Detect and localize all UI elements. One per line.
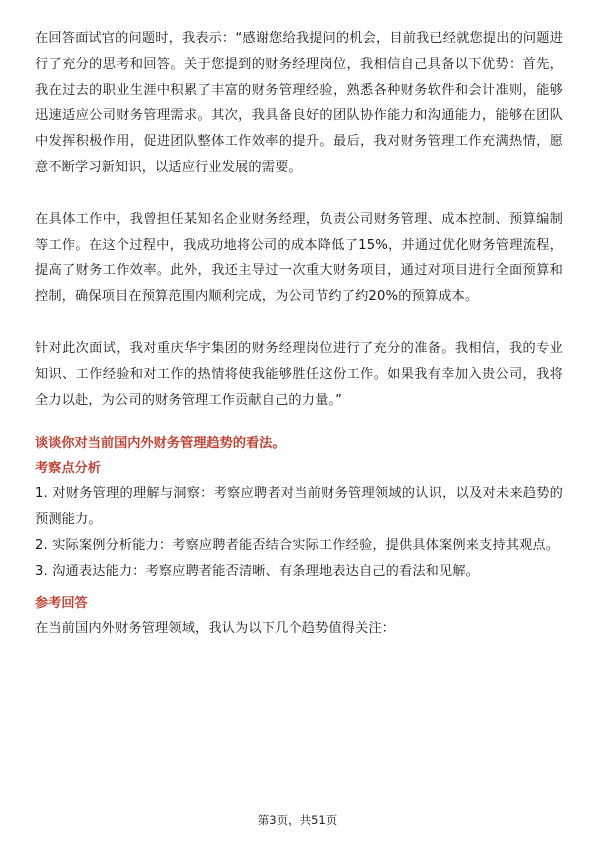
paragraph-spacer bbox=[35, 181, 563, 207]
paragraph-spacer bbox=[35, 310, 563, 336]
answer-paragraph-1: 在回答面试官的问题时，我表示：“感谢您给我提问的机会，目前我已经就您提出的问题进行了充分的思考和回答。关于您提到的财务经理岗位，我相信自己具备以下优势：首先，我在过去的职业生涯中积累了丰富的财务管理经验，熟悉各种财务软件和会计准则，能够迅速适应公司财务管理需求。其次，我具备良好的团队协作能力和沟通能力，能够在团队中发挥积极作用，促进团队整体工作效率的提升。最后，我对财务管理工作充满热情，愿意不断学习新知识，以适应行业发展的需要。 bbox=[35, 31, 563, 175]
answer-paragraph-3: 针对此次面试，我对重庆华宇集团的财务经理岗位进行了充分的准备。我相信，我的专业知识、工作经验和对工作的热情将使我能够胜任这份工作。如果我有幸加入贵公司，我将全力以赴，为公司的财务管理工作贡献自己的力量。” bbox=[35, 340, 563, 408]
page-number-footer: 第3页，共51页 bbox=[257, 813, 338, 827]
analysis-item-2: 2. 实际案例分析能力：考察应聘者能否结合实际工作经验，提供具体案例来支持其观点。 bbox=[35, 537, 560, 553]
reference-answer-intro: 在当前国内外财务管理领域，我认为以下几个趋势值得关注： bbox=[35, 620, 396, 636]
paragraph-spacer bbox=[35, 413, 563, 431]
reference-answer-heading: 参考回答 bbox=[35, 595, 88, 611]
interview-question: 谈谈你对当前国内外财务管理趋势的看法。 bbox=[35, 436, 286, 452]
analysis-heading: 考察点分析 bbox=[35, 461, 101, 477]
analysis-item-1: 1. 对财务管理的理解与洞察：考察应聘者对当前财务管理领域的认识，以及对未来趋势的预测能力。 bbox=[35, 486, 563, 528]
answer-paragraph-2: 在具体工作中，我曾担任某知名企业财务经理，负责公司财务管理、成本控制、预算编制等工作。在这个过程中，我成功地将公司的成本降低了15%，并通过优化财务管理流程，提高了财务工作效率。此外，我还主导过一次重大财务项目，通过对项目进行全面预算和控制，确保项目在预算范围内顺利完成，为公司节约了约20%的预算成本。 bbox=[35, 211, 563, 305]
analysis-item-3: 3. 沟通表达能力：考察应聘者能否清晰、有条理地表达自己的看法和见解。 bbox=[35, 563, 480, 579]
page-content bbox=[35, 26, 563, 641]
